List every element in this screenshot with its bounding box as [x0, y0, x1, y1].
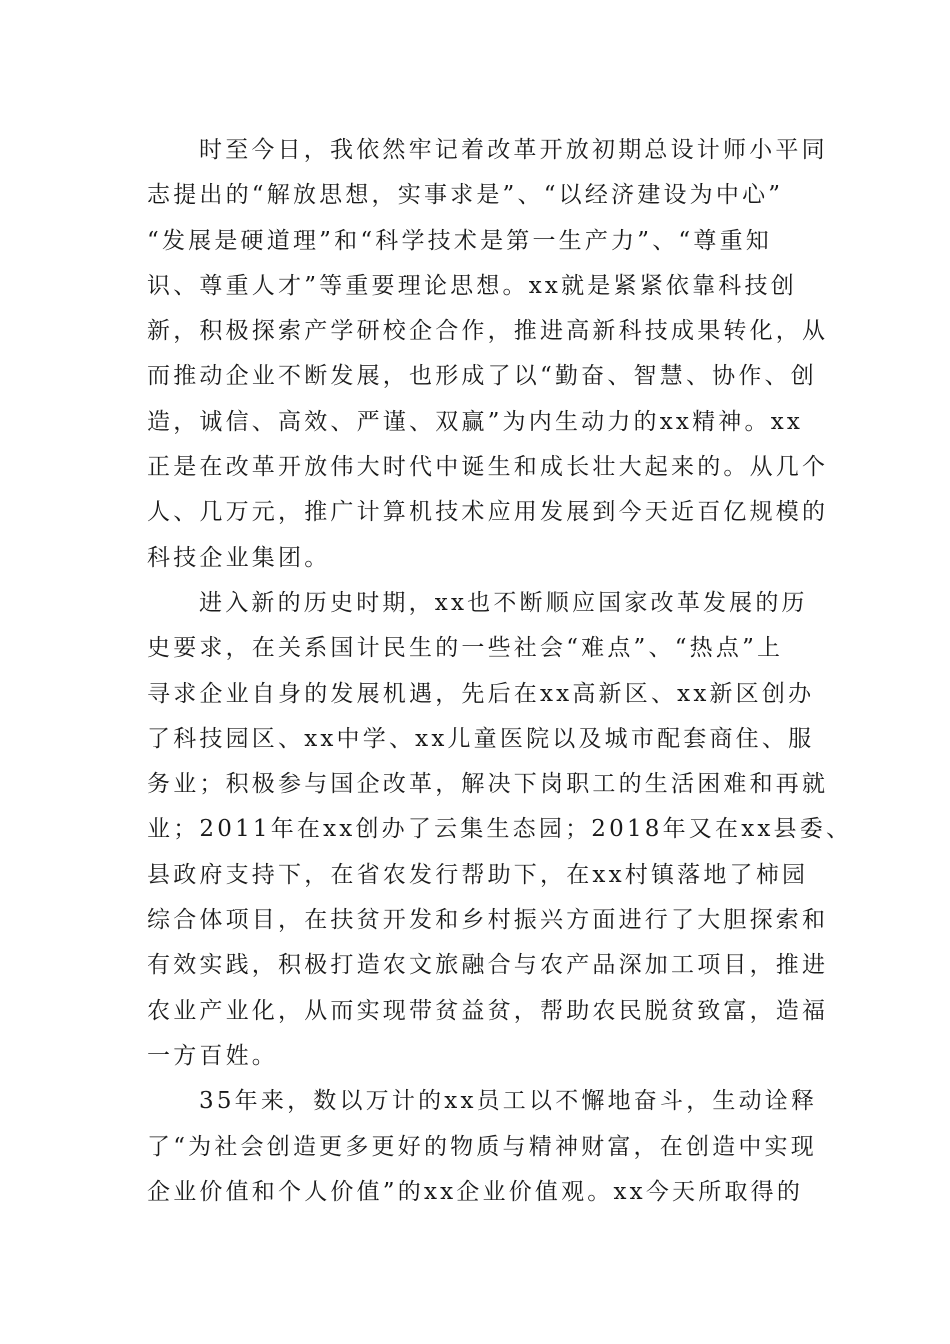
text-line: 一方百姓。: [147, 1042, 278, 1069]
text-line: 企业价值和个人价值”的xx企业价值观。xx今天所取得的: [147, 1178, 804, 1205]
text-line: “发展是硬道理”和“科学技术是第一生产力”、“尊重知: [147, 227, 772, 254]
document-body: [147, 128, 853, 1215]
text-line: 进入新的历史时期，xx也不断顺应国家改革发展的历: [199, 589, 808, 616]
paragraph-2: [147, 581, 853, 1079]
text-line: 寻求企业自身的发展机遇，先后在xx高新区、xx新区创办: [147, 680, 815, 707]
text-line: 志提出的“解放思想，实事求是”、“以经济建设为中心”: [147, 182, 784, 209]
text-line: 综合体项目，在扶贫开发和乡村振兴方面进行了大胆探索和: [147, 907, 829, 934]
text-line: 人、几万元，推广计算机技术应用发展到今天近百亿规模的: [147, 499, 829, 526]
text-line: 史要求，在关系国计民生的一些社会“难点”、“热点”上: [147, 635, 784, 662]
text-line: 造，诚信、高效、严谨、双赢”为内生动力的xx精神。xx: [147, 408, 804, 435]
text-line: 识、尊重人才”等重要理论思想。xx就是紧紧依靠科技创: [147, 272, 797, 299]
text-line: 有效实践，积极打造农文旅融合与农产品深加工项目，推进: [147, 952, 829, 979]
text-line: 务业；积极参与国企改革，解决下岗职工的生活困难和再就: [147, 771, 829, 798]
text-line: 35年来，数以万计的xx员工以不懈地奋斗，生动诠释: [199, 1088, 818, 1115]
text-line: 新，积极探索产学研校企合作，推进高新科技成果转化，从: [147, 318, 829, 345]
text-line: 时至今日，我依然牢记着改革开放初期总设计师小平同: [199, 137, 828, 163]
text-line: 正是在改革开放伟大时代中诞生和成长壮大起来的。从几个: [147, 454, 829, 481]
text-line: 农业产业化，从而实现带贫益贫，帮助农民脱贫致富，造福: [147, 997, 829, 1024]
text-line: 县政府支持下，在省农发行帮助下，在xx村镇落地了柿园: [147, 861, 809, 888]
text-line: 了“为社会创造更多更好的物质与精神财富，在创造中实现: [147, 1133, 817, 1160]
paragraph-3: [147, 1079, 818, 1215]
text-line: 业；2011年在xx创办了云集生态园；2018年又在xx县委、: [147, 816, 853, 843]
text-line: 了科技园区、xx中学、xx儿童医院以及城市配套商住、服: [147, 725, 815, 752]
text-line: 科技企业集团。: [147, 544, 331, 571]
paragraph-1: [147, 128, 829, 581]
text-line: 而推动企业不断发展，也形成了以“勤奋、智慧、协作、创: [147, 363, 817, 390]
